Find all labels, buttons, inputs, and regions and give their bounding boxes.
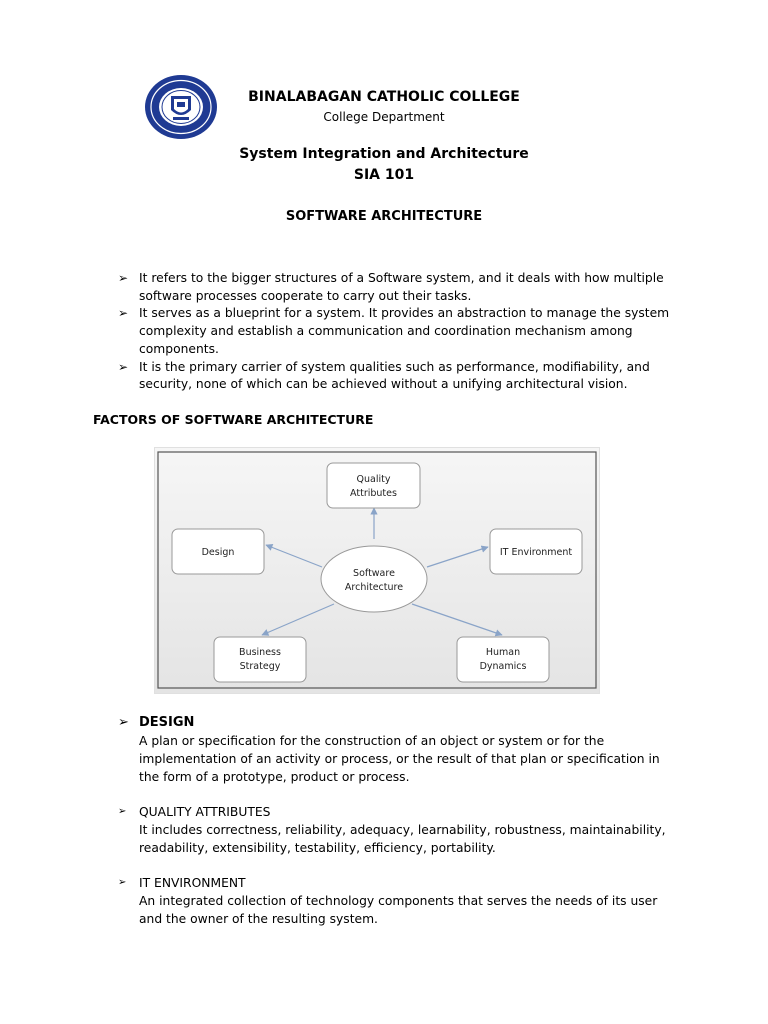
svg-text:Strategy: Strategy xyxy=(239,661,281,672)
human-dynamics-node xyxy=(457,637,549,682)
section-quality-attributes xyxy=(118,803,678,857)
center-label-line1: Software xyxy=(353,568,395,579)
quality-attributes-node xyxy=(327,463,420,508)
svg-text:Design: Design xyxy=(201,547,235,558)
arrowhead-bullet-icon: ➢ xyxy=(118,271,129,285)
course-title: System Integration and Architecture xyxy=(239,146,529,162)
section-design xyxy=(118,714,678,786)
bullet-item: ➢ It is the primary carrier of system qualities such as performance, modifiability, and security, none of which can be achieved without a unifying architectural vision. xyxy=(118,359,650,392)
section-heading: IT ENVIRONMENT xyxy=(139,876,246,890)
center-label-line2: Architecture xyxy=(344,582,404,593)
arrowhead-bullet-icon: ➢ xyxy=(118,715,129,730)
course-code: SIA 101 xyxy=(353,167,415,183)
college-name: BINALABAGAN CATHOLIC COLLEGE xyxy=(248,89,520,105)
college-seal-logo xyxy=(144,74,218,140)
svg-text:Business: Business xyxy=(239,647,281,658)
arrowhead-bullet-icon: ➢ xyxy=(118,359,129,374)
section-it-environment xyxy=(118,874,678,928)
svg-text:Dynamics: Dynamics xyxy=(479,661,527,672)
arrowhead-bullet-icon: ➢ xyxy=(118,306,129,321)
department-name: College Department xyxy=(323,110,445,124)
definition-bullets xyxy=(118,270,678,394)
section-heading: DESIGN xyxy=(139,715,195,730)
svg-text:Human: Human xyxy=(485,647,521,658)
section-heading: QUALITY ATTRIBUTES xyxy=(139,805,271,819)
factors-diagram xyxy=(154,447,600,694)
bullet-item: ➢ It serves as a blueprint for a system. It provides an abstraction to manage the system complexity and establish a communication and coordination mechanism among components. xyxy=(118,306,670,356)
svg-text:Attributes: Attributes xyxy=(350,488,397,499)
svg-text:Quality: Quality xyxy=(356,474,391,485)
section-body: An integrated collection of technology components that serves the needs of its user and the owner of the resulting system. xyxy=(139,894,658,926)
section-body: It includes correctness, reliability, adequacy, learnability, robustness, maintainability, readability, extensibility, testability, efficiency, portability. xyxy=(139,823,666,855)
factor-sections xyxy=(118,714,678,945)
factors-heading: FACTORS OF SOFTWARE ARCHITECTURE xyxy=(93,412,374,427)
arrowhead-bullet-icon: ➢ xyxy=(118,806,127,817)
topic-title: SOFTWARE ARCHITECTURE xyxy=(285,209,483,224)
bullet-item: ➢ It refers to the bigger structures of a Software system, and it deals with how multiple software processes cooperate to carry out their tasks. xyxy=(118,271,664,303)
section-body: A plan or specification for the construction of an object or system or for the implementation of an activity or process, or the result of that plan or specification in the form of a prototype, product or process. xyxy=(139,734,660,784)
svg-text:IT Environment: IT Environment xyxy=(499,547,573,558)
arrowhead-bullet-icon: ➢ xyxy=(118,877,127,888)
business-strategy-node xyxy=(214,637,306,682)
software-architecture-node xyxy=(321,546,427,612)
